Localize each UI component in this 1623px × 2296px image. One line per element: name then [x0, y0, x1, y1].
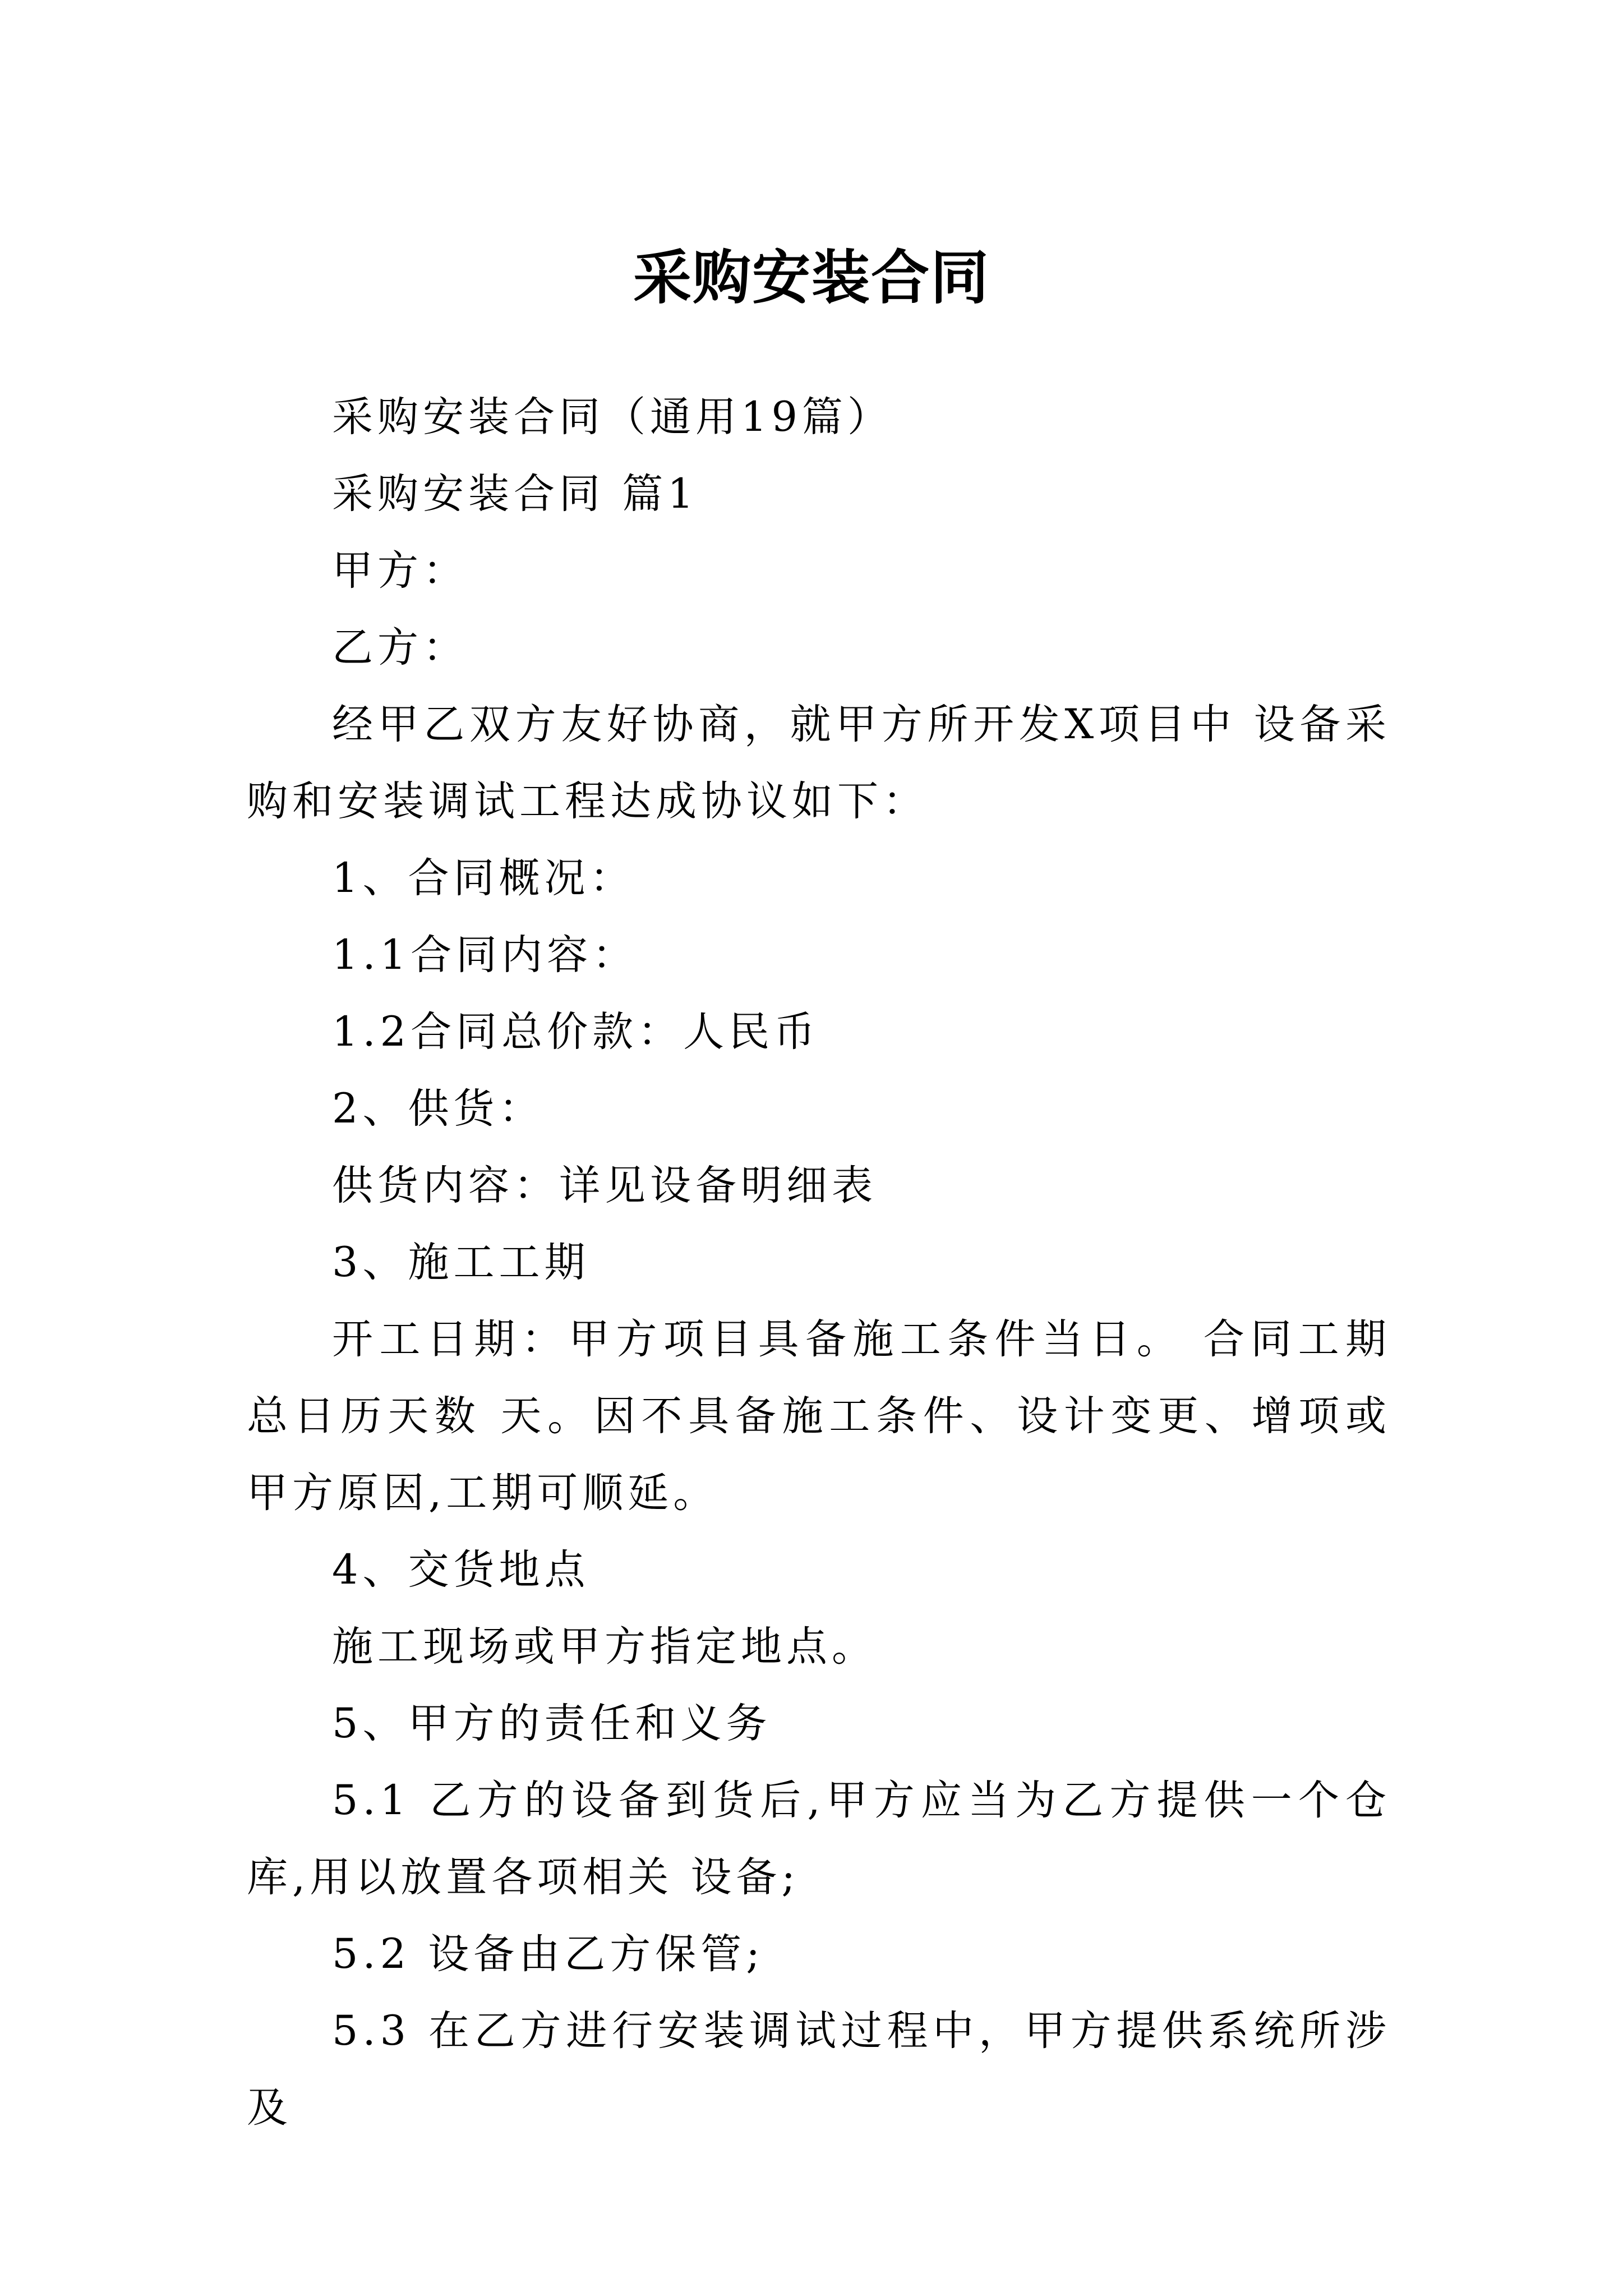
paragraph-clause-1-2: 1.2合同总价款：人民币	[332, 1008, 820, 1056]
paragraph-clause-2: 2、供货：	[332, 1085, 545, 1133]
paragraph-clause-5-1: 5.1 乙方的设备到货后,甲方应当为乙方提供一个仓库,用以放置各项相关 设备;	[247, 1777, 1391, 1901]
paragraph-clause-5: 5、甲方的责任和义务	[332, 1700, 772, 1747]
paragraph-party-b: 乙方：	[332, 624, 468, 671]
paragraph-section-heading: 采购安装合同 篇1	[332, 470, 698, 518]
paragraph-clause-3: 3、施工工期	[332, 1239, 590, 1286]
paragraph-party-a: 甲方：	[332, 547, 468, 595]
paragraph-clause-1-1: 1.1合同内容：	[332, 931, 638, 979]
document-body	[247, 379, 1391, 2146]
paragraph-delivery-place: 施工现场或甲方指定地点。	[332, 1623, 877, 1671]
paragraph-intro: 经甲乙双方友好协商，就甲方所开发X项目中 设备采购和安装调试工程达成协议如下：	[247, 701, 1391, 825]
paragraph-subtitle: 采购安装合同（通用19篇）	[332, 393, 893, 441]
paragraph-start-date: 开工日期：甲方项目具备施工条件当日。 合同工期总日历天数 天。因不具备施工条件、设计变更、增项或甲方原因,工期可顺延。	[247, 1315, 1391, 1517]
paragraph-supply-content: 供货内容：详见设备明细表	[332, 1162, 877, 1209]
document-title: 采购安装合同	[633, 243, 990, 312]
paragraph-clause-5-3: 5.3 在乙方进行安装调试过程中，甲方提供系统所涉及	[247, 2007, 1391, 2132]
paragraph-clause-5-2: 5.2 设备由乙方保管;	[332, 1930, 764, 1978]
paragraph-clause-1: 1、合同概况：	[332, 854, 635, 902]
paragraph-clause-4: 4、交货地点	[332, 1546, 590, 1594]
